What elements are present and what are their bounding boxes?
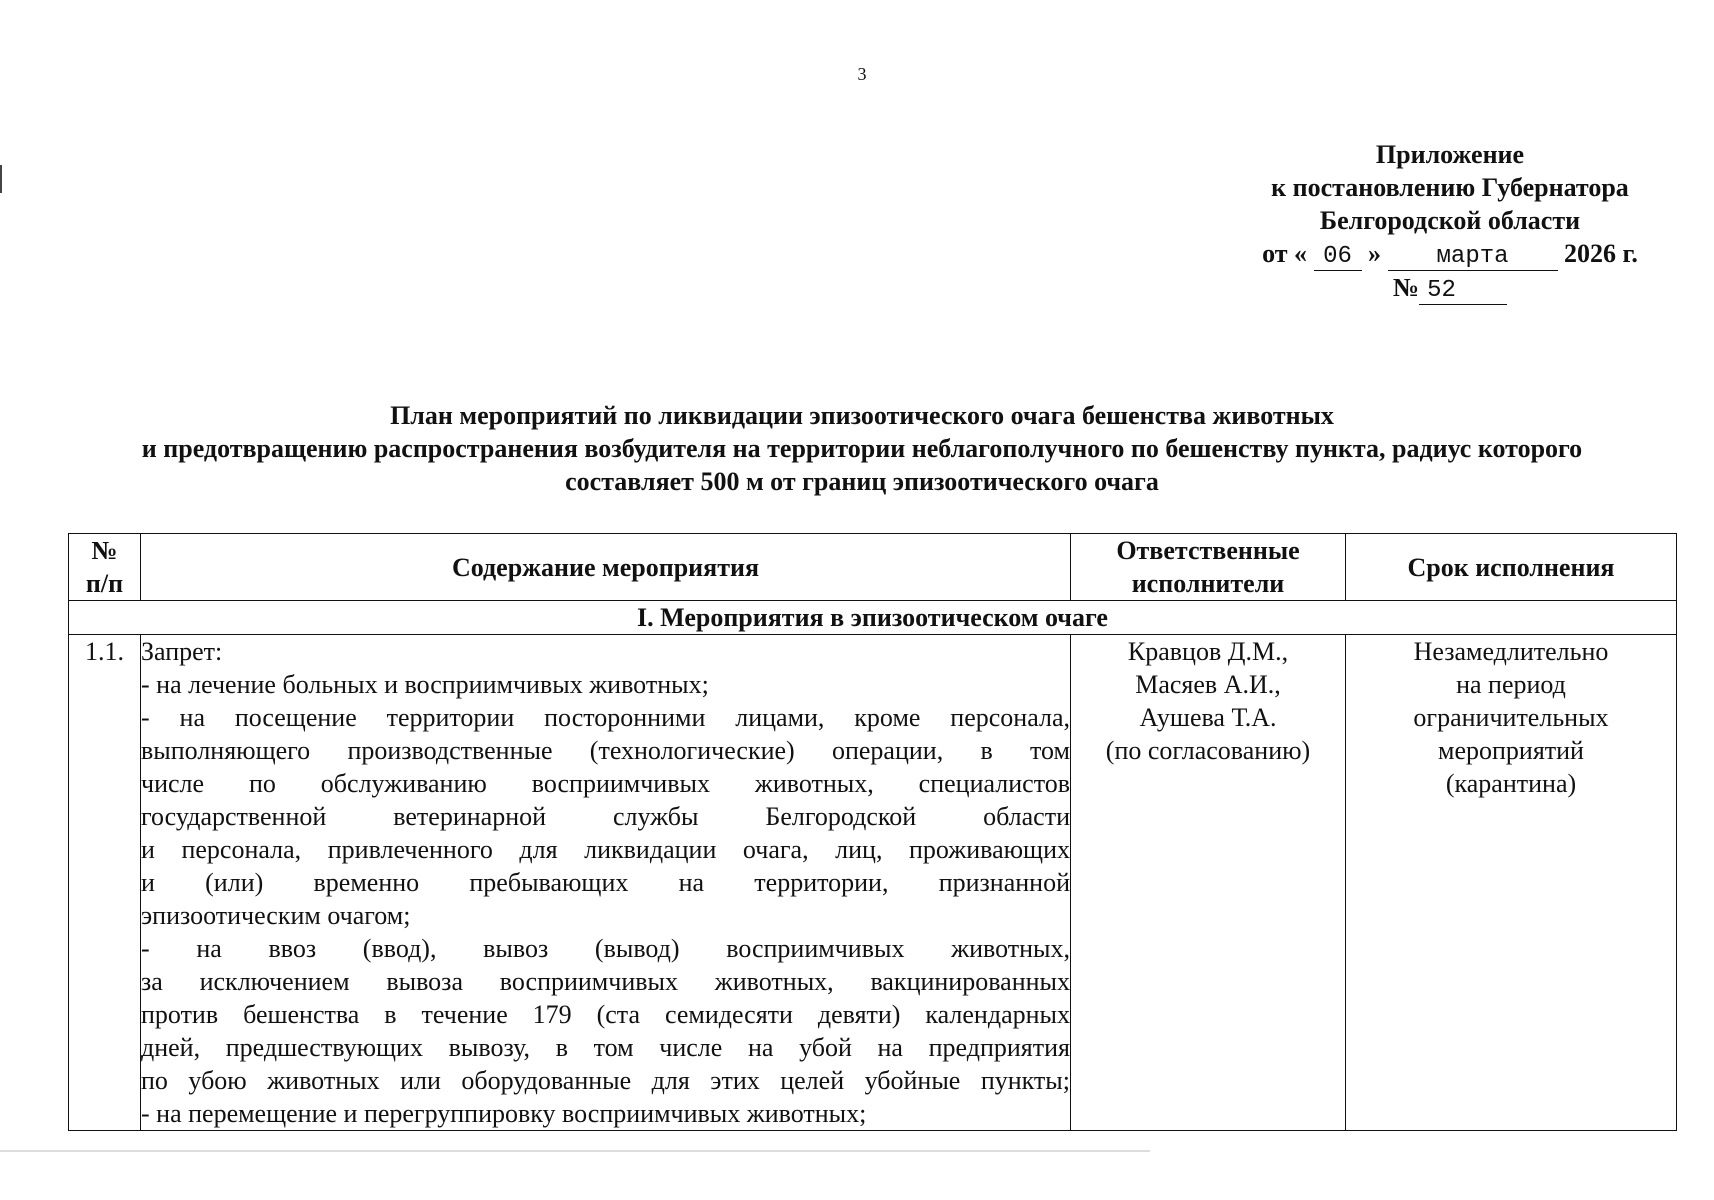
number-value: 52 <box>1419 278 1507 305</box>
title-line: составляет 500 м от границ эпизоотического очага <box>565 467 1159 496</box>
appendix-number <box>1230 271 1670 305</box>
content-line: эпизоотическим очагом; <box>141 901 411 930</box>
term-line: Незамедлительно <box>1413 637 1609 666</box>
section-title: I. Мероприятия в эпизоотическом очаге <box>69 601 1677 635</box>
content-line: по убою животных или оборудованные для этих целей убойные пункты; <box>141 1066 1070 1095</box>
page-number: 3 <box>857 64 867 84</box>
content-line: числе по обслуживанию восприимчивых животных, специалистов <box>141 769 1070 798</box>
section-row <box>69 601 1677 635</box>
header-term: Срок исполнения <box>1346 534 1677 601</box>
table-row <box>69 635 1677 1131</box>
document-title <box>0 399 1714 498</box>
term-line: ограничительных <box>1413 703 1609 732</box>
number-prefix: № <box>1392 273 1420 302</box>
appendix-date <box>1230 237 1670 271</box>
term-line: (карантина) <box>1445 769 1577 798</box>
row-term <box>1346 635 1677 1131</box>
content-line: - на перемещение и перегруппировку восприимчивых животных; <box>141 1099 867 1128</box>
content-line: - на лечение больных и восприимчивых животных; <box>141 670 709 699</box>
responsible-line: Кравцов Д.М., <box>1127 637 1289 666</box>
content-line: против бешенства в течение 179 (ста семидесяти девяти) календарных <box>141 1000 1070 1029</box>
responsible-line: Аушева Т.А. <box>1139 703 1277 732</box>
appendix-title: Приложение <box>1375 140 1525 169</box>
content-line: - на посещение территории посторонними лицами, кроме персонала, <box>141 703 1070 732</box>
table-header-row <box>69 534 1677 601</box>
date-year: 2026 г. <box>1564 239 1638 268</box>
margin-mark <box>0 165 2 193</box>
appendix-block <box>1230 138 1670 305</box>
content-line: за исключением вывоза восприимчивых животных, вакцинированных <box>141 967 1070 996</box>
header-num: № п/п <box>69 534 141 601</box>
appendix-line: Белгородской области <box>1319 206 1581 235</box>
date-month: марта <box>1388 244 1558 271</box>
term-line: мероприятий <box>1438 736 1584 765</box>
date-prefix: от « <box>1262 239 1308 268</box>
date-mid: » <box>1368 239 1382 268</box>
row-number: 1.1. <box>69 635 141 1131</box>
title-line: и предотвращению распространения возбудителя на территории неблагополучного по бешенству пункта, радиус которого <box>141 434 1583 463</box>
content-line: и (или) временно пребывающих на территории, признанной <box>141 868 1070 897</box>
content-line: Запрет: <box>141 637 223 666</box>
date-day: 06 <box>1314 244 1362 271</box>
responsible-line: (по согласованию) <box>1105 736 1311 765</box>
title-line: План мероприятий по ликвидации эпизоотического очага бешенства животных <box>390 401 1334 430</box>
plan-table <box>68 533 1677 1131</box>
content-line: - на ввоз (ввод), вывоз (вывод) восприимчивых животных, <box>141 934 1070 963</box>
responsible-line: Масяев А.И., <box>1135 670 1281 699</box>
header-content: Содержание мероприятия <box>141 534 1071 601</box>
row-responsible <box>1071 635 1346 1131</box>
scan-edge-line <box>0 1150 1150 1152</box>
content-line: государственной ветеринарной службы Белгородской области <box>141 802 1070 831</box>
term-line: на период <box>1456 670 1566 699</box>
header-responsible: Ответственные исполнители <box>1071 534 1346 601</box>
appendix-line: к постановлению Губернатора <box>1271 173 1629 202</box>
content-line: дней, предшествующих вывозу, в том числе на убой на предприятия <box>141 1033 1070 1062</box>
row-content <box>141 635 1071 1131</box>
content-line: и персонала, привлеченного для ликвидации очага, лиц, проживающих <box>141 835 1070 864</box>
content-line: выполняющего производственные (технологические) операции, в том <box>141 736 1070 765</box>
